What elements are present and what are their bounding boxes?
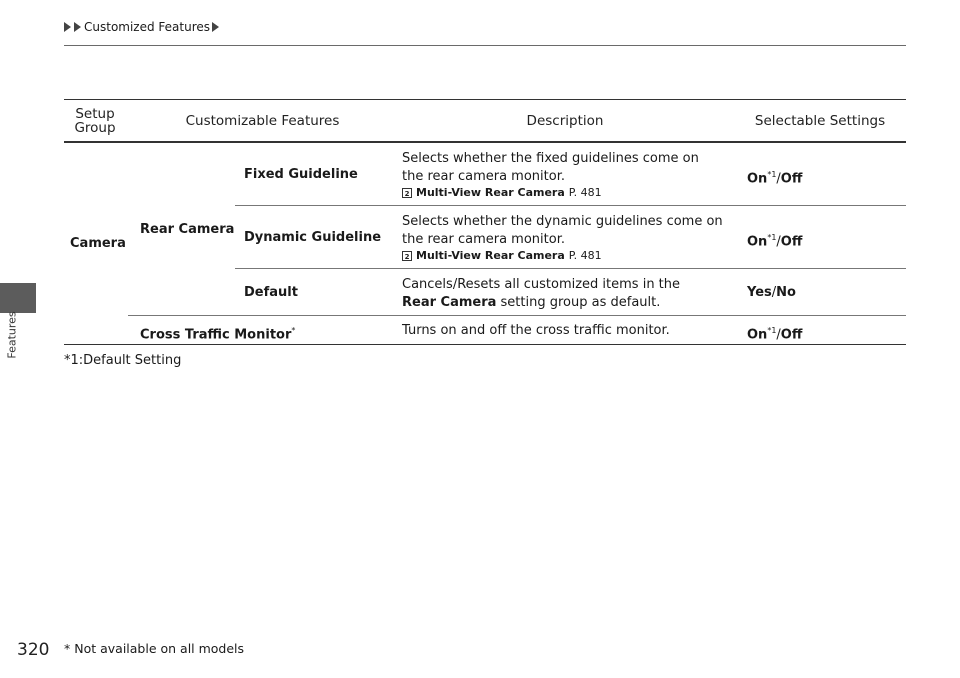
table-top-rule [64, 99, 906, 100]
row-divider [235, 205, 906, 206]
breadcrumb-section[interactable]: Customized Features [84, 20, 211, 34]
header-divider [64, 45, 906, 46]
reference-arrow-icon: 2 [402, 188, 412, 198]
footnote-default-setting: *1:Default Setting [64, 353, 182, 368]
description-cross-traffic-monitor: Turns on and off the cross traffic monitor. [402, 323, 670, 338]
description-default: Cancels/Resets all customized items in the Rear Camera setting group as default. [402, 277, 681, 310]
cross-reference[interactable]: 2 Multi-View Rear Camera P. 481 [402, 249, 732, 263]
reference-arrow-icon: 2 [402, 251, 412, 261]
description-fixed-guideline: Selects whether the fixed guidelines come on the rear camera monitor. 2 Multi-View Rear Camera P. 481 [402, 150, 722, 200]
setting-cross-traffic-monitor: On$^{*1}$/Off [747, 326, 803, 343]
feature-default: Default [244, 285, 298, 300]
row-divider [235, 268, 906, 269]
breadcrumb [64, 20, 220, 34]
feature-fixed-guideline: Fixed Guideline [244, 167, 358, 182]
setting-dynamic-guideline: On$^{*1}$/Off [747, 233, 803, 250]
feature-cross-traffic-monitor: Cross Traffic Monitor* [140, 326, 296, 343]
description-dynamic-guideline: Selects whether the dynamic guidelines come on the rear camera monitor. 2 Multi-View Rear Camera P. 481 [402, 213, 732, 263]
feature-dynamic-guideline: Dynamic Guideline [244, 230, 382, 245]
header-customizable-features: Customizable Features [185, 113, 340, 129]
group-camera: Camera [70, 236, 126, 251]
header-setup-group: Setup Group [74, 106, 116, 136]
setting-fixed-guideline: On$^{*1}$/Off [747, 170, 803, 187]
subgroup-rear-camera: Rear Camera [140, 222, 235, 237]
cross-reference[interactable]: 2 Multi-View Rear Camera P. 481 [402, 186, 722, 200]
header-description: Description [526, 113, 604, 129]
page-number: 320 [17, 640, 50, 660]
header-selectable-settings: Selectable Settings [754, 113, 886, 129]
footnote-availability: * Not available on all models [64, 641, 245, 656]
table-header-rule [64, 141, 906, 143]
row-divider [128, 315, 906, 316]
breadcrumb-arrow-icon [74, 22, 81, 32]
breadcrumb-arrow-icon [64, 22, 71, 32]
breadcrumb-arrow-icon [212, 22, 219, 32]
setting-default: Yes/No [747, 285, 796, 300]
table-bottom-rule [64, 344, 906, 345]
section-label: Features [5, 311, 19, 359]
